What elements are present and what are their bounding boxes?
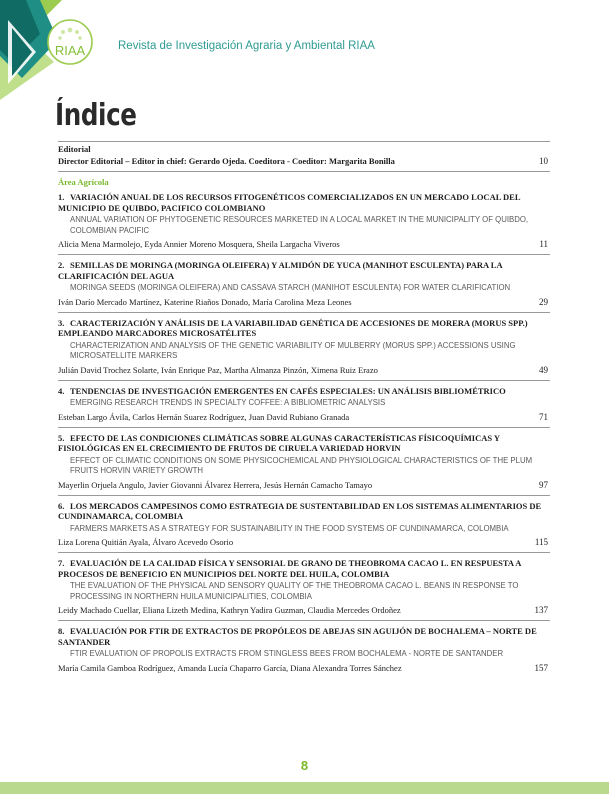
- entry-authors-row: [58, 239, 550, 253]
- entry-title-es: [58, 192, 550, 213]
- entry-title-es-text: TENDENCIAS DE INVESTIGACIÓN EMERGENTES EN CAFÉS ESPECIALES: UN ANÁLISIS BIBLIOMÉTRICO: [70, 385, 506, 396]
- entry-authors-row: [58, 663, 550, 677]
- footer-bar: [0, 782, 609, 794]
- entry-title-es: [58, 260, 550, 281]
- entry-number: 6.: [58, 500, 65, 511]
- entry-authors: Liza Lorena Quitián Ayala, Álvaro Acevedo Osorio: [58, 537, 234, 547]
- entry-page: 29: [539, 296, 548, 307]
- entry-title-es-text: EVALUACIÓN POR FTIR DE EXTRACTOS DE PROPÓLEOS DE ABEJAS SIN AGUIJÓN DE BOCHALEMA – NORTE DE SANTANDER: [58, 626, 537, 647]
- entry-page: 115: [534, 537, 548, 547]
- entry-authors-row: [58, 412, 550, 426]
- entry-title-en: FTIR EVALUATION OF PROPOLIS EXTRACTS FROM STINGLESS BEES FROM BOCHALEMA - NORTE DE SANTANDER: [70, 649, 504, 658]
- entry-number: 5.: [58, 432, 65, 443]
- section-label: Área Agrícola: [58, 177, 109, 187]
- entry-title-en: ANNUAL VARIATION OF PHYTOGENETIC RESOURCES MARKETED IN A LOCAL MARKET IN THE MUNICIPALITY OF QUIBDO, COLOMBIAN PACIFIC: [70, 215, 529, 235]
- entry-title-es-text: CARACTERIZACIÓN Y ANÁLISIS DE LA VARIABILIDAD GENÉTICA DE ACCESIONES DE MORERA (MORUS SPP.) EMPLEANDO MARCADORES MICROSATÉLITES: [58, 317, 528, 338]
- entry-page: 71: [539, 411, 548, 422]
- entry-title-es: [58, 558, 550, 579]
- entry-title-en: THE EVALUATION OF THE PHYSICAL AND SENSORY QUALITY OF THE THEOBROMA CACAO L. BEANS IN RESPONSE TO PROCESSING IN NORTHERN HUILA MUNICIPALITIES, COLOMBIA: [70, 581, 519, 601]
- toc-entry[interactable]: [58, 427, 550, 495]
- entry-title-en: CHARACTERIZATION AND ANALYSIS OF THE GENETIC VARIABILITY OF MULBERRY (MORUS SPP.) ACCESSIONS USING MICROSATELLITE MARKERS: [70, 340, 516, 360]
- editorial-row: [58, 156, 550, 171]
- entry-authors: Julián David Trochez Solarte, Iván Enrique Paz, Martha Almanza Pinzón, Ximena Ruiz Erazo: [58, 364, 378, 375]
- entry-title-es-text: VARIACIÓN ANUAL DE LOS RECURSOS FITOGENÉTICOS COMERCIALIZADOS EN UN MERCADO LOCAL DEL MUNICIPIO DE QUIBDO, PACIFICO COLOMBIANO: [58, 192, 521, 213]
- toc-entry[interactable]: [58, 254, 550, 312]
- entry-authors: Leidy Machado Cuellar, Eliana Lizeth Medina, Kathryn Yadira Guzman, Claudia Mercedes Ordoñez: [58, 605, 401, 615]
- entry-authors-row: [58, 365, 550, 379]
- riaa-logo-icon: [0, 0, 120, 100]
- entry-number: 7.: [58, 558, 65, 568]
- entry-number: 3.: [58, 317, 65, 328]
- entry-title-es-text: SEMILLAS DE MORINGA (MORINGA OLEIFERA) Y ALMIDÓN DE YUCA (MANIHOT ESCULENTA) PARA LA CLARIFICACIÓN DEL AGUA: [58, 260, 503, 281]
- entry-title-es: [58, 433, 550, 454]
- entry-page: 49: [539, 364, 548, 375]
- entry-title-es: [58, 386, 550, 397]
- divider: [58, 141, 550, 142]
- toc-entry[interactable]: [58, 380, 550, 427]
- entry-number: 4.: [58, 385, 65, 396]
- table-of-contents: [58, 141, 550, 678]
- entry-number: 1.: [58, 192, 65, 202]
- entry-authors: Mayerlin Orjuela Angulo, Javier Giovanni Álvarez Herrera, Jesús Hernán Camacho Tamayo: [58, 479, 373, 490]
- entry-number: 8.: [58, 626, 65, 636]
- entry-authors-row: [58, 605, 550, 619]
- journal-name: Revista de Investigación Agraria y Ambiental RIAA: [118, 40, 375, 52]
- entry-authors: Iván Darío Mercado Martínez, Katerine Riaños Donado, María Carolina Meza Leones: [58, 296, 352, 307]
- entry-page: 157: [534, 662, 548, 673]
- page-number: 8: [300, 758, 309, 773]
- toc-entry[interactable]: [58, 312, 550, 380]
- entry-title-es: [58, 501, 550, 522]
- entry-page: 97: [539, 479, 548, 490]
- toc-entry[interactable]: [58, 552, 550, 620]
- entry-page: 11: [539, 239, 548, 249]
- toc-entry[interactable]: [58, 620, 550, 678]
- entry-title-es: [58, 318, 550, 339]
- entry-number: 2.: [58, 260, 65, 270]
- entry-title-en: FARMERS MARKETS AS A STRATEGY FOR SUSTAINABILITY IN THE FOOD SYSTEMS OF CUNDINAMARCA, COLOMBIA: [70, 523, 509, 533]
- entry-title-es-text: LOS MERCADOS CAMPESINOS COMO ESTRATEGIA DE SUSTENTABILIDAD EN LOS SISTEMAS ALIMENTARIOS DE CUNDINAMARCA, COLOMBIA: [58, 500, 542, 521]
- editorial-page: 10: [539, 156, 548, 166]
- entry-title-es-text: EFECTO DE LAS CONDICIONES CLIMÁTICAS SOBRE ALGUNAS CARACTERÍSTICAS FÍSICOQUÍMICAS Y FISIOLÓGICAS EN EL CRECIMIENTO DE FRUTOS DE CIRUELA VARIEDAD HORVIN: [58, 432, 500, 453]
- entry-title-en: EMERGING RESEARCH TRENDS IN SPECIALTY COFFEE: A BIBLIOMETRIC ANALYSIS: [70, 398, 386, 407]
- entry-title-en: MORINGA SEEDS (MORINGA OLEIFERA) AND CASSAVA STARCH (MANIHOT ESCULENTA) FOR WATER CLARIFICATION: [70, 283, 511, 292]
- divider: [58, 171, 550, 172]
- entry-page: 137: [534, 605, 548, 615]
- entry-authors-row: [58, 297, 550, 311]
- entry-title-es: [58, 626, 550, 647]
- entry-title-en: EFFECT OF CLIMATIC CONDITIONS ON SOME PHYSICOCHEMICAL AND PHYSIOLOGICAL CHARACTERISTICS OF THE PLUM FRUITS HORVIN VARIETY GROWTH: [70, 455, 533, 475]
- page-title: Índice: [55, 98, 137, 133]
- entry-title-es-text: EVALUACIÓN DE LA CALIDAD FÍSICA Y SENSORIAL DE GRANO DE THEOBROMA CACAO L. EN RESPUESTA A PROCESOS DE BENEFICIO EN MUNICIPIOS DEL NORTE DEL HUILA, COLOMBIA: [58, 558, 521, 579]
- editorial-label: Editorial: [58, 144, 91, 154]
- toc-entry[interactable]: [58, 495, 550, 553]
- header-corner-graphic: [0, 0, 120, 100]
- entry-authors-row: [58, 480, 550, 494]
- entry-authors: María Camila Gamboa Rodríguez, Amanda Lucía Chaparro García, Diana Alexandra Torres Sánchez: [58, 662, 402, 673]
- entry-authors-row: [58, 537, 550, 551]
- logo-text: RIAA: [54, 43, 86, 58]
- entry-authors: Esteban Largo Ávila, Carlos Hernán Suarez Rodríguez, Juan David Rubiano Granada: [58, 411, 350, 422]
- entry-list: [58, 192, 550, 678]
- entry-authors: Alicia Mena Marmolejo, Eyda Annier Moreno Mosquera, Sheila Largacha Viveros: [58, 239, 340, 249]
- toc-entry[interactable]: [58, 192, 550, 254]
- editorial-line: Director Editorial – Editor in chief: Gerardo Ojeda. Coeditora - Coeditor: Margarita Bonilla: [58, 156, 395, 166]
